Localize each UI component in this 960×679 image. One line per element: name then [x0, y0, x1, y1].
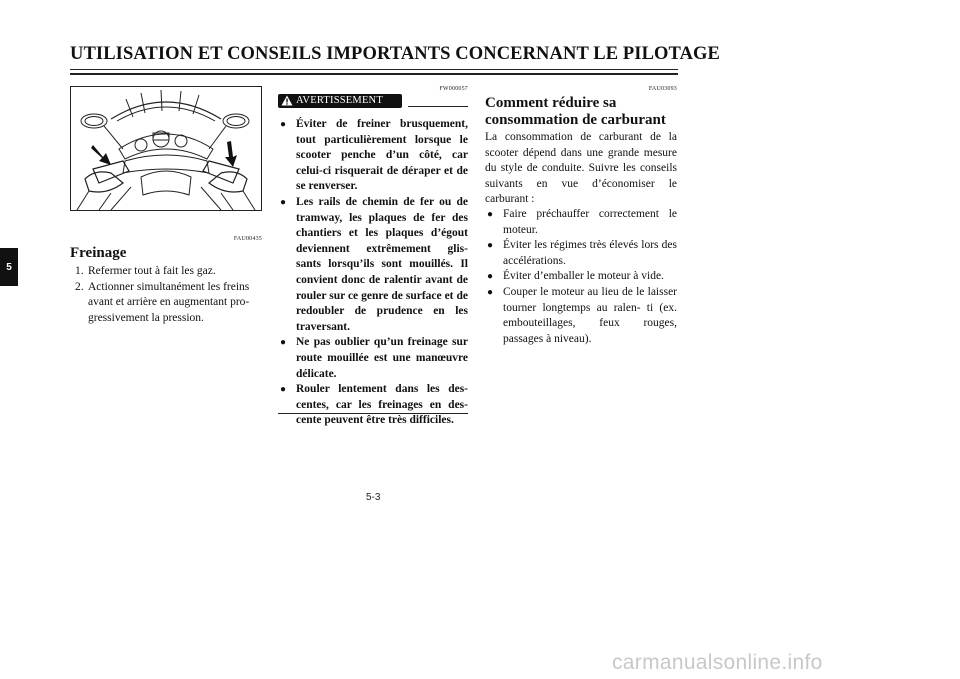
list-item [485, 238, 677, 269]
warning-text: Rouler lentement dans les des- centes, car les freinages en des- cente peuvent être très difficiles. [296, 383, 468, 427]
step-number: 2. [75, 280, 84, 293]
fuel-intro-paragraph: La consommation de carburant de la scooter dépend dans une grande mesure du style de conduite. Suivre les conseils suivants en vue d’économiser le carburant : [485, 131, 677, 206]
list-item [278, 335, 468, 382]
tip-text: Couper le moteur au lieu de le laisser tourner longtemps au ralen- ti (ex. embouteillages, feux rouges, passages à niveau). [503, 285, 677, 345]
warning-badge [278, 94, 402, 108]
bullet-icon: ● [487, 240, 494, 252]
bullet-icon: ● [487, 209, 494, 220]
section-title-fuel-line2: consommation de carburant [485, 112, 666, 128]
list-item [485, 285, 677, 347]
section-title-braking: Freinage [70, 245, 127, 261]
warning-text: Éviter de freiner brusquement, tout particulièrement lorsque le scooter penche d’un côté, car celui-ci risquerait de déraper et de se renverser. [296, 118, 468, 193]
bullet-icon: ● [280, 119, 287, 130]
tip-text: Faire préchauffer correctement le moteur. [503, 208, 677, 236]
warning-bottom-rule [278, 413, 468, 414]
warning-header [278, 94, 468, 110]
list-item [278, 117, 468, 195]
list-item [485, 207, 677, 238]
ref-code: FAU03093 [648, 86, 677, 92]
bullet-icon: ● [487, 271, 494, 283]
brake-levers-figure [71, 87, 261, 210]
list-item [485, 269, 677, 285]
header-rule-thin [70, 69, 678, 70]
tip-text: Éviter les régimes très élevés lors des accélérations. [503, 239, 677, 267]
warning-header-rule [408, 106, 468, 107]
bullet-icon: ● [280, 337, 287, 349]
warning-list [278, 117, 468, 429]
fuel-tips-list [485, 207, 677, 347]
warning-label: AVERTISSEMENT [296, 95, 383, 106]
tip-text: Éviter d’emballer le moteur à vide. [503, 270, 664, 283]
bullet-icon: ● [280, 384, 287, 396]
step-text: Actionner simultanément les freins avant et arrière en augmentant pro- gressivement la pression. [88, 280, 250, 324]
list-item [70, 264, 262, 280]
bullet-icon: ● [487, 286, 494, 298]
list-item [278, 382, 468, 429]
section-title-fuel-line1: Comment réduire sa [485, 95, 617, 111]
step-number: 1. [75, 265, 84, 277]
header-rule-thick [70, 73, 678, 75]
braking-steps [70, 264, 262, 326]
ref-code: FW000057 [439, 86, 468, 92]
bullet-icon: ● [280, 196, 287, 208]
list-item [278, 195, 468, 335]
handlebar-brake-illustration [70, 86, 262, 211]
list-item [70, 280, 262, 327]
page-title: UTILISATION ET CONSEILS IMPORTANTS CONCERNANT LE PILOTAGE [70, 44, 720, 64]
warning-text: Ne pas oublier qu’un freinage sur route mouillée est une manœuvre délicate. [296, 336, 468, 380]
ref-code: FAU00435 [233, 236, 262, 242]
warning-triangle-icon [281, 95, 293, 106]
watermark[interactable]: carmanualsonline.info [612, 651, 823, 674]
page-number: 5-3 [366, 492, 381, 503]
chapter-tab[interactable]: 5 [0, 248, 18, 286]
step-text: Refermer tout à fait les gaz. [88, 265, 216, 277]
warning-text: Les rails de chemin de fer ou de tramway, les plaques de fer des chantiers et les plaques d’égout deviennent extrêmement glis- sants lorsqu’ils sont mouillés. Il convient donc de ralentir avant de rouler sur ce genre de surface et de redoubler de prudence en les traversant. [296, 195, 468, 333]
